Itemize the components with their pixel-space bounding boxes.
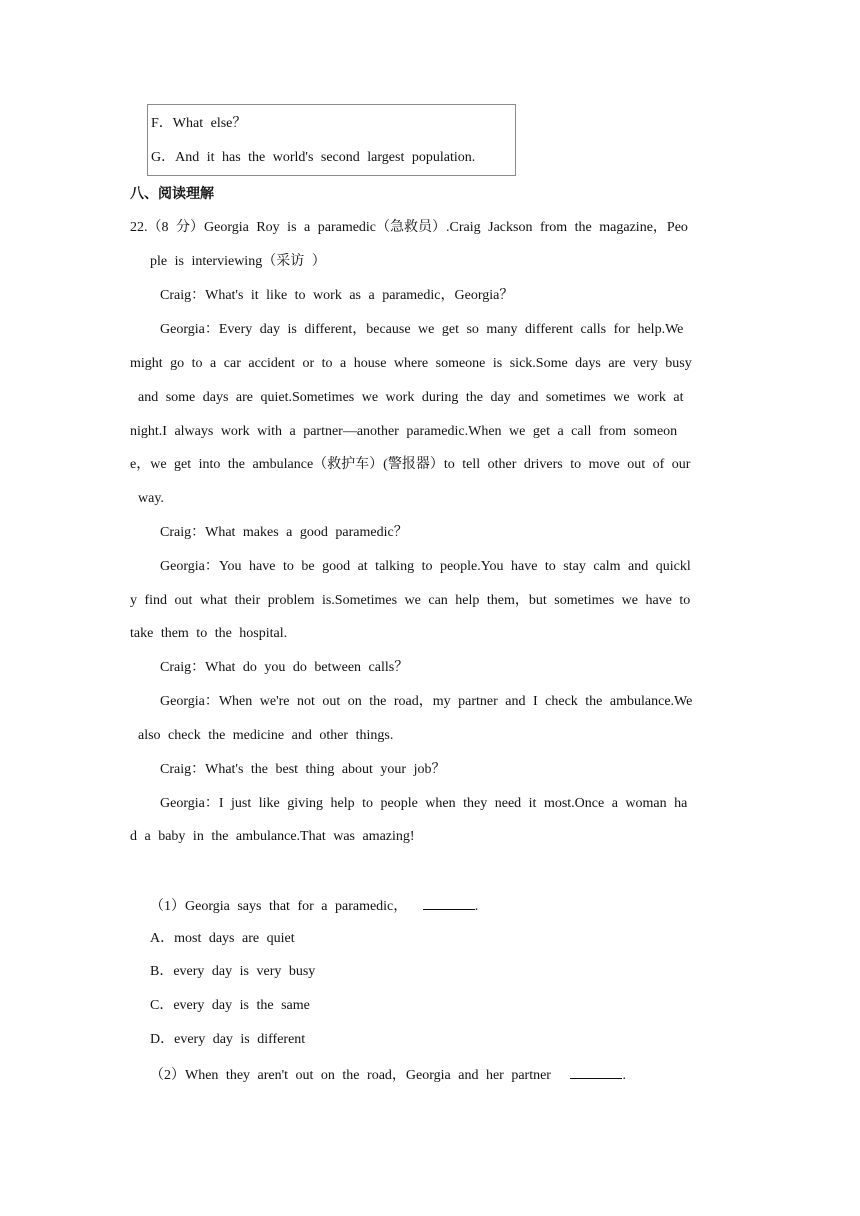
dialogue-line: Craig：What makes a good paramedic？: [160, 525, 408, 540]
dialogue-line: e，we get into the ambulance（救护车）(警报器）to tell other drivers to move out of our: [130, 457, 691, 472]
q1-option-a: A．most days are quiet: [150, 931, 295, 946]
dialogue-line: Craig：What's it like to work as a paramedic，Georgia？: [160, 288, 514, 303]
dialogue-line: d a baby in the ambulance.That was amazing!: [130, 829, 415, 844]
dialogue-line: Georgia：You have to be good at talking to people.You have to stay calm and quickl: [160, 559, 691, 574]
question-2-stem: （2）When they aren't out on the road，Georgia and her partner: [150, 1068, 551, 1083]
option-f: F．What else？: [151, 116, 247, 131]
question-2: [150, 1064, 626, 1086]
dialogue-line: Georgia：When we're not out on the road，my partner and I check the ambulance.We: [160, 694, 693, 709]
question-intro-line-1: 22.（8 分）Georgia Roy is a paramedic（急救员）.Craig Jackson from the magazine，Peo: [130, 220, 688, 235]
q1-option-c: C．every day is the same: [150, 998, 310, 1013]
dialogue-line: Georgia：Every day is different，because we get so many different calls for help.We: [160, 322, 684, 337]
dialogue-line: take them to the hospital.: [130, 626, 288, 641]
q1-option-d: D．every day is different: [150, 1032, 306, 1047]
dialogue-line: and some days are quiet.Sometimes we work during the day and sometimes we work at: [138, 390, 684, 405]
dialogue-line: night.I always work with a partner—another paramedic.When we get a call from someon: [130, 424, 678, 439]
dialogue-line: also check the medicine and other things.: [138, 728, 394, 743]
option-g: G．And it has the world's second largest population.: [151, 150, 476, 165]
q1-option-b: B．every day is very busy: [150, 964, 316, 979]
question-intro-line-2: ple is interviewing（采访 ）: [150, 254, 326, 269]
dialogue-line: Craig：What do you do between calls？: [160, 660, 409, 675]
dialogue-line: way.: [138, 491, 164, 506]
dialogue-line: Craig：What's the best thing about your job？: [160, 762, 446, 777]
question-1-stem: （1）Georgia says that for a paramedic，: [150, 899, 408, 914]
question-1: [150, 895, 478, 917]
section-heading: 八、阅读理解: [130, 186, 214, 202]
dialogue-line: Georgia：I just like giving help to people when they need it most.Once a woman ha: [160, 796, 688, 811]
answer-blank: [423, 895, 475, 910]
question-2-end: .: [622, 1068, 626, 1083]
dialogue-line: might go to a car accident or to a house where someone is sick.Some days are very busy: [130, 356, 692, 371]
answer-blank: [570, 1064, 622, 1079]
dialogue-line: y find out what their problem is.Sometimes we can help them，but sometimes we have to: [130, 593, 691, 608]
question-1-end: .: [474, 899, 479, 914]
